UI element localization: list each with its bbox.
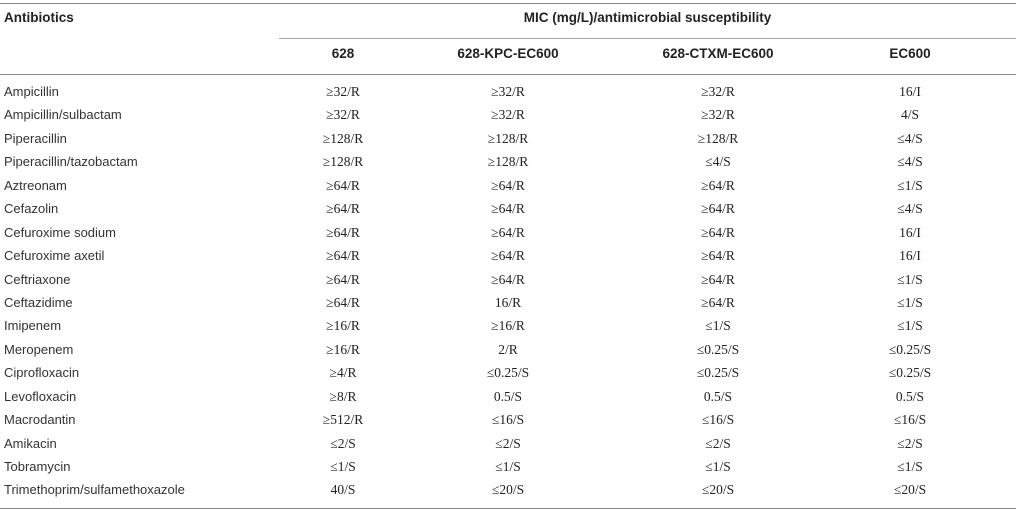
mic-value: ≥128/R (322, 130, 364, 146)
antibiotic-name: Amikacin (4, 435, 57, 451)
mic-value: ≤1/S (897, 294, 923, 310)
mic-value: ≤20/S (701, 482, 735, 498)
column-header-628-kpc-ec600: 628-KPC-EC600 (457, 46, 559, 61)
mic-value: ≤0.25/S (888, 341, 932, 357)
antibiotic-name: Cefuroxime axetil (4, 248, 105, 264)
table-row (0, 197, 1016, 220)
antibiotic-name: Ampicillin (4, 84, 59, 99)
mic-value: ≤2/S (330, 435, 356, 451)
table-row (0, 244, 1016, 267)
table-row (0, 268, 1016, 291)
mic-value: ≥64/R (326, 294, 360, 310)
mic-value: ≥32/R (326, 107, 360, 123)
antibiotic-name: Piperacillin/tazobactam (4, 154, 138, 170)
mic-value: 16/I (899, 248, 921, 264)
mic-value: ≤20/S (491, 482, 525, 498)
table-top-rule (0, 3, 1016, 4)
table-row (0, 150, 1016, 173)
mic-value: 16/I (899, 84, 921, 99)
mic-value: 16/I (899, 224, 921, 240)
table-row (0, 291, 1016, 314)
mic-value: ≤0.25/S (696, 365, 740, 381)
mic-value: ≤4/S (897, 201, 923, 217)
mic-value: 16/R (494, 294, 522, 310)
mic-value: ≤16/S (893, 412, 927, 428)
table-body (0, 80, 1016, 502)
mic-value: ≤16/S (491, 412, 525, 428)
antibiotic-name: Aztreonam (4, 177, 67, 193)
table-row (0, 127, 1016, 150)
mic-value: ≥64/R (491, 224, 525, 240)
antibiotic-name: Piperacillin (4, 130, 67, 146)
mic-value: ≤1/S (705, 459, 731, 474)
mic-value: ≥128/R (697, 130, 739, 146)
mic-value: ≤0.25/S (888, 365, 932, 381)
antibiotic-name: Tobramycin (4, 459, 71, 474)
mic-value: ≥64/R (491, 201, 525, 217)
table-bottom-rule (0, 508, 1016, 509)
mic-value: ≥128/R (322, 154, 364, 170)
mic-value: ≤4/S (705, 154, 731, 170)
mic-value: ≤1/S (897, 177, 923, 193)
mic-value: ≤16/S (701, 412, 735, 428)
table-row (0, 103, 1016, 126)
mic-value: ≤0.25/S (486, 365, 530, 381)
mic-value: ≥64/R (701, 224, 735, 240)
mic-value: ≥64/R (701, 201, 735, 217)
mic-value: ≤1/S (330, 459, 356, 474)
column-header-ec600: EC600 (889, 46, 931, 61)
mic-value: ≥64/R (491, 177, 525, 193)
mic-value: ≤1/S (495, 459, 521, 474)
mic-value: ≥64/R (326, 177, 360, 193)
mic-value: ≥64/R (701, 177, 735, 193)
antibiotic-name: Ceftriaxone (4, 271, 71, 287)
antibiotic-name: Ceftazidime (4, 294, 73, 310)
table-row (0, 338, 1016, 361)
mic-value: ≤1/S (897, 271, 923, 287)
antibiotic-name: Cefuroxime sodium (4, 224, 116, 240)
mic-value: ≥64/R (326, 224, 360, 240)
mic-value: ≥4/R (329, 365, 357, 381)
mic-value: 0.5/S (895, 388, 925, 404)
group-header: MIC (mg/L)/antimicrobial susceptibility (523, 10, 772, 25)
mic-value: ≥64/R (491, 271, 525, 287)
mic-value: 4/S (900, 107, 919, 123)
antibiotic-name: Ampicillin/sulbactam (4, 107, 122, 123)
table-row (0, 80, 1016, 103)
mic-value: ≥64/R (701, 248, 735, 264)
mic-value: ≥128/R (487, 130, 529, 146)
mic-value: 40/S (330, 482, 356, 498)
mic-value: ≥32/R (491, 84, 525, 99)
mic-value: ≥64/R (701, 294, 735, 310)
mic-value: ≤4/S (897, 130, 923, 146)
stub-header: Antibiotics (4, 10, 74, 25)
mic-value: ≥512/R (322, 412, 364, 428)
column-header-628: 628 (331, 46, 355, 61)
mic-value: ≤4/S (897, 154, 923, 170)
mic-value: ≥64/R (491, 248, 525, 264)
table-row (0, 478, 1016, 501)
antibiotic-name: Ciprofloxacin (4, 365, 80, 381)
mic-value: 0.5/S (493, 388, 523, 404)
mic-value: ≤0.25/S (696, 341, 740, 357)
mic-value: ≥32/R (701, 84, 735, 99)
mic-value: ≤20/S (893, 482, 927, 498)
header-bottom-rule (0, 74, 1016, 75)
mic-value: ≥16/R (326, 341, 360, 357)
mic-value: ≥32/R (491, 107, 525, 123)
mic-value: ≤2/S (495, 435, 521, 451)
mic-value: ≤2/S (897, 435, 923, 451)
group-header-rule (279, 38, 1016, 39)
table-row (0, 221, 1016, 244)
antibiotic-name: Trimethoprim/sulfamethoxazole (4, 482, 185, 498)
antibiotic-name: Meropenem (4, 341, 74, 357)
mic-value: ≤2/S (705, 435, 731, 451)
mic-value: ≥64/R (326, 201, 360, 217)
table-row (0, 432, 1016, 455)
mic-value: ≥32/R (701, 107, 735, 123)
table-row (0, 174, 1016, 197)
mic-value: ≥16/R (491, 318, 525, 334)
mic-value: ≥16/R (326, 318, 360, 334)
mic-value: ≥64/R (326, 248, 360, 264)
antibiotic-name: Macrodantin (4, 412, 76, 428)
mic-value: ≥128/R (487, 154, 529, 170)
mic-value: ≥32/R (326, 84, 360, 99)
antibiotic-name: Cefazolin (4, 201, 59, 217)
table-row (0, 314, 1016, 337)
mic-value: ≤1/S (705, 318, 731, 334)
table-row (0, 408, 1016, 431)
column-header-628-ctxm-ec600: 628-CTXM-EC600 (662, 46, 774, 61)
mic-value: ≤1/S (897, 459, 923, 474)
mic-value: ≥64/R (326, 271, 360, 287)
mic-value: 0.5/S (703, 388, 733, 404)
antibiotic-name: Levofloxacin (4, 388, 77, 404)
table-row (0, 385, 1016, 408)
antibiotic-name: Imipenem (4, 318, 62, 334)
mic-value: ≤1/S (897, 318, 923, 334)
mic-value: ≥64/R (701, 271, 735, 287)
table-row (0, 361, 1016, 384)
mic-value: ≥8/R (329, 388, 357, 404)
table-row (0, 455, 1016, 478)
mic-value: 2/R (498, 341, 518, 357)
